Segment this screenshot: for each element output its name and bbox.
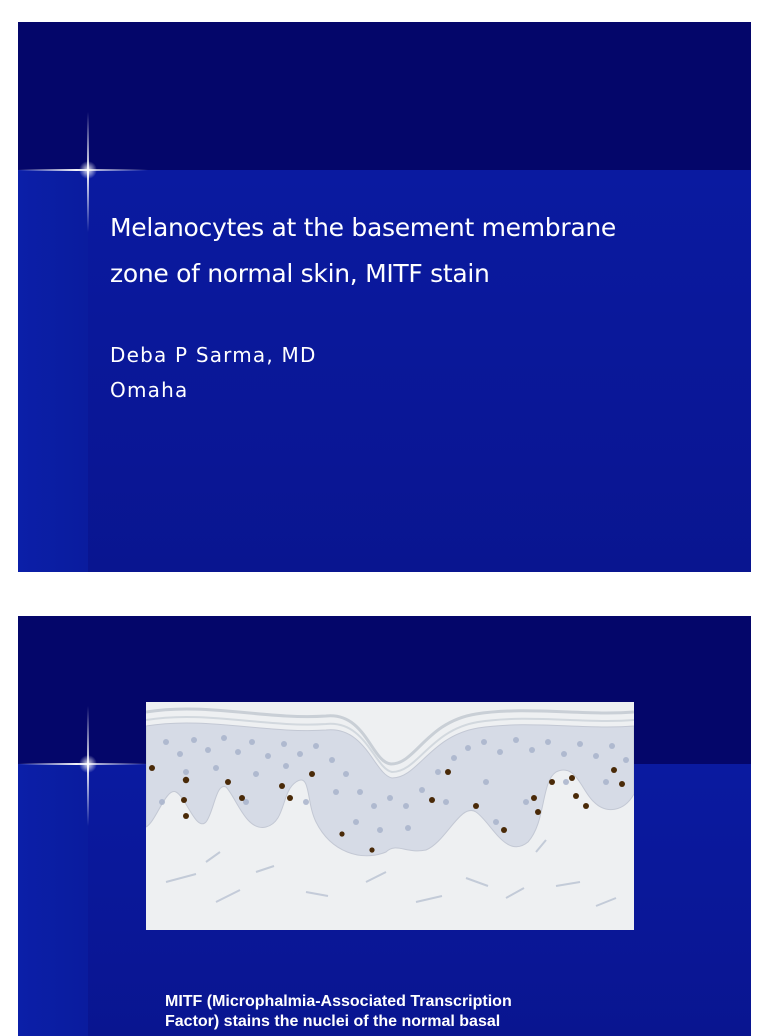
slide-top-band <box>18 22 751 170</box>
image-caption <box>165 992 685 1032</box>
slide-title-line-2: zone of normal skin, MITF stain <box>110 259 490 288</box>
slide-title <box>110 205 730 297</box>
author-name: Deba P Sarma, MD <box>110 343 317 367</box>
image-slide <box>18 616 751 1036</box>
micrograph-image <box>146 702 634 930</box>
title-slide <box>18 22 751 572</box>
author-location: Omaha <box>110 378 189 402</box>
slide-title-line-1: Melanocytes at the basement membrane <box>110 213 616 242</box>
caption-line-2: Factor) stains the nuclei of the normal basal <box>165 1013 501 1030</box>
caption-line-1: MITF (Microphalmia-Associated Transcription <box>165 993 512 1010</box>
slide-left-band <box>18 170 88 572</box>
author-block <box>110 338 317 408</box>
slide-left-band <box>18 764 88 1036</box>
